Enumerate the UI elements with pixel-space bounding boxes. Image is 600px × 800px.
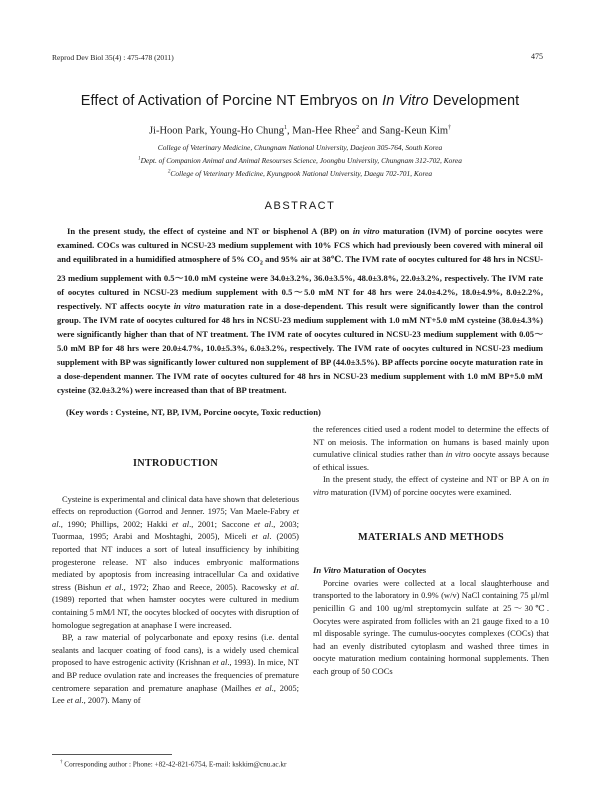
author-affil-mark: 2	[356, 125, 360, 131]
footnote	[60, 760, 286, 768]
left-column	[52, 458, 299, 707]
abstract-subscript: 2	[259, 260, 263, 267]
author-names: and Sang-Keun Kim	[359, 125, 449, 137]
affiliation-1: College of Veterinary Medicine, Chungnam National University, Daejeon 305-764, South Korea	[157, 143, 443, 152]
author-names: , Man-Hee Rhee	[287, 125, 357, 137]
affiliation-mark: 2	[167, 169, 171, 175]
right-column	[313, 423, 549, 678]
author-affil-mark: 1	[284, 125, 287, 131]
page-number: 475	[531, 52, 543, 61]
affiliation-text: Dept. of Companion Animal and Animal Resourses Science, Joongbu University, Chungnam 312-702, Korea	[140, 156, 462, 165]
affiliation-3	[0, 169, 600, 178]
materials-methods-heading: MATERIALS AND METHODS	[358, 531, 504, 543]
paper-title	[0, 93, 600, 109]
intro-paragraph-1: Cysteine is experimental and clinical data have shown that deleterious effects on reproduction (Gorrod and Jenner. 1975; Van Maele-Fabry et al., 1990; Phillips, 2002; Hakki et al., 2001; Saccone et al., 2003; Tuormaa, 1995; Arabi and Moshtaghi, 2005), Miceli et al. (2005) reported that NT induces a sort of luteal insufficiency by inhibiting progesterone release. NT also induces embryonic malformations mediated by apoptosis from increasing intracellular Ca and oxidative stress (Bishun et al., 1972; Zhao and Reece, 2005). Racowsky et al. (1989) reported that when hamster oocytes were cultured in medium containing 5 mM/l NT, the oocytes blocked of oocytes with disruption of homologue segregation at anaphase I were increased.	[52, 493, 300, 630]
abstract-heading: ABSTRACT	[264, 200, 336, 212]
abstract-italic: in vitro	[173, 300, 201, 311]
abstract-text: In the present study, the effect of cysteine and NT or bisphenol A (BP) on	[67, 226, 353, 236]
title-text: Effect of Activation of Porcine NT Embryos on	[80, 93, 383, 109]
methods-paragraph-1: Porcine ovaries were collected at a local slaughterhouse and transported to the laboratory in 0.9% (w/v) NaCl containing 75 μl/ml penicillin G and 100 ug/ml streptomycin sulfate at 25～30℃. Oocytes were aspirated from follicles with an 21 gauge fixed to a 10 ml disposable syringe. The cumulus-oocytes complexes (COCs) that had an evenly distributed cytoplasm and washed three times in oocyte maturation medium containing hormonal supplements. Then each group of 50 COCs	[313, 577, 549, 676]
title-text-end: Development	[428, 93, 520, 109]
abstract-italic: in vitro	[352, 226, 380, 236]
footnote-mark: †	[60, 760, 63, 765]
keywords: (Key words : Cysteine, NT, BP, IVM, Porcine oocyte, Toxic reduction)	[66, 407, 321, 417]
footnote-rule	[52, 754, 172, 755]
abstract-text: maturation (IVM) of porcine oocytes were examined. COCs was cultured in NCSU-23 medium supplement with 10% FCS which had previously been covered with mineral oil and equilibrated in a humidified atmosphere of 5% CO	[57, 226, 543, 265]
right-paragraph-2: In the present study, the effect of cysteine and NT or BP A on in vitro maturation (IVM) of porcine oocytes were examined.	[313, 474, 549, 497]
subsection-heading: In Vitro Maturation of Oocytes	[313, 565, 427, 576]
corresponding-mark: †	[448, 125, 452, 131]
affiliation-mark: 1	[138, 156, 141, 162]
affiliation-text: College of Veterinary Medicine, Kyungpook National University, Daegu 702-701, Korea	[170, 169, 433, 178]
intro-paragraph-2: BP, a raw material of polycarbonate and epoxy resins (i.e. dental sealants and lacquer coating of food cans), is a widely used chemical proposed to have estrogenic activity (Krishnan et al., 1993). In mice, NT and BP reduce ovulation rate and increases the frequencies of premature centromere separation and premature anaphase (Mailhes et al., 2005; Lee et al., 2007). Many of	[52, 632, 299, 706]
author-list	[0, 125, 600, 137]
abstract-text: maturation rate in a dose-dependent. This result were significantly lower than the control group. The IVM rate of oocytes cultured for 48 hrs in NCSU-23 medium supplement with 1.0 mM NT+5.0 mM cysteine (38.0±4.3%) were significantly higher than that of NT treatment. The IVM rate of oocytes cultured in NCSU-23 medium supplement with 0.05～5.0 mM BP for 48 hrs were 20.0±4.7%, 10.0±5.3%, 6.0±3.2%, respectively. The IVM rate of oocytes cultured in NCSU-23 medium supplement with BP was significantly lower cultured non supplement of BP (44.0±3.5%). BP affects porcine oocyte maturation rate in a dose-dependent manner. The IVM rate of oocytes cultured for 48 hrs in NCSU-23 medium supplement with 1.0 mM BP+5.0 mM cysteine (32.0±3.2%) were increased than that of BP treatment.	[57, 300, 543, 396]
footnote-text: Corresponding author : Phone: +82-42-821-6754, E-mail: kskkim@cnu.ac.kr	[62, 760, 287, 769]
abstract-text: and 95% air at 38℃. The IVM rate of oocytes cultured for 48 hrs in NCSU-23 medium supplement with 0.5～10.0 mM cysteine were 34.0±3.2%, 36.0±3.5%, 48.0±3.8%, 22.0±3.2%, respectively. The IVM rate of oocytes cultured in NCSU-23 medium supplement with 0.5～5.0 mM NT for 48 hrs were 24.0±4.2%, 18.0±4.9%, 8.0±2.2%, respectively. NT affects oocyte	[57, 254, 543, 311]
abstract-body	[57, 224, 543, 397]
right-paragraph-1: the references citied used a rodent model to determine the effects of NT on meiosis. The information on humans is based mainly upon cumulative clinical studies rather than in vitro oocyte assays because of ethical issues.	[313, 424, 549, 472]
author-names: Ji-Hoon Park, Young-Ho Chung	[148, 125, 284, 137]
title-italic: In Vitro	[382, 93, 429, 109]
introduction-heading: INTRODUCTION	[132, 458, 219, 469]
affiliation-2	[0, 156, 600, 165]
journal-citation: Reprod Dev Biol 35(4) : 475-478 (2011)	[52, 53, 174, 62]
